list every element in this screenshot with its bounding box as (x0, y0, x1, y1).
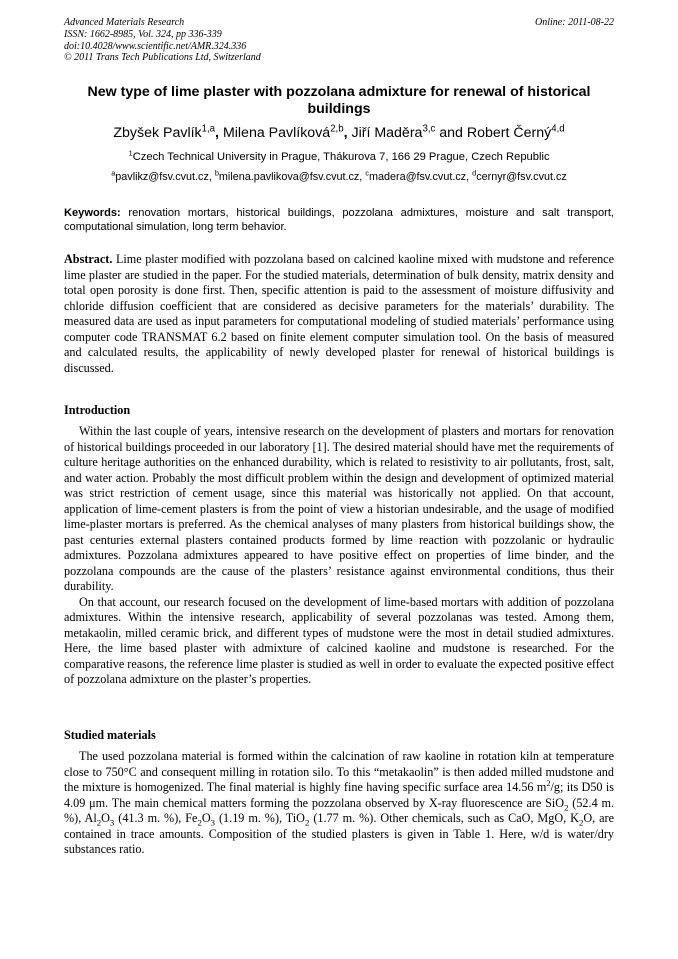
email-link[interactable]: pavlikz@fsv.cvut.cz (115, 171, 209, 183)
email-link[interactable]: madera@fsv.cvut.cz (368, 171, 467, 183)
email-list: $^a$pavlikz@fsv.cvut.cz, $^b$milena.pavlikova@fsv.cvut.cz, $^c$madera@fsv.cvut.cz, $^d$cernyr@fsv.cvut.cz (111, 168, 567, 183)
paragraph: Within the last couple of years, intensive research on the development of plasters and mortars for renovation of historical buildings proceeded in our laboratory [1]. The desired material should have met the requirements of culture heritage authorities on the enhanced durability, which is related to resistivity to air pollutants, frost, salt, and water action. Probably the most difficult problem within the design and development of optimized material was strict restriction of cement usage, since this material was historically not applied. On that account, application of lime-cement plasters is from the point of view a historian undesirable, and the usage of modified lime-plaster mortars is preferred. As the chemical analyses of many plasters from historical buildings show, the past centuries external plasters contained products formed by lime reaction with pozzolanic or hydraulic admixtures. Pozzolana admixtures appeared to have positive effect on properties of lime binder, and the pozzolana compounds are the cause of the plasters’ resistance against environmental conditions, thus their durability. (64, 424, 614, 593)
author-name: Robert Černý (466, 125, 552, 141)
paragraph: On that account, our research focused on the development of lime-based mortars with addition of pozzolana admixtures. Within the intensive research, applicability of several pozzolanas was tested. Among them, metakaolin, milled ceramic brick, and different types of mudstone were the most in detail studied admixtures. Here, the lime based plaster with admixture of calcined kaoline and mudstone is researched. For the comparative reasons, the reference lime plaster is studied as well in order to evaluate the expected positive effect of pozzolana admixture on the plaster’s properties. (64, 594, 615, 686)
materials-body (64, 749, 614, 858)
author-sup: 1,a (201, 123, 216, 135)
author-sup: 2,b (330, 123, 344, 135)
issn-line: ISSN: 1662-8985, Vol. 324, pp 336-339 (64, 28, 222, 40)
journal-header (64, 17, 261, 64)
author-list: Zbyšek Pavlík$^{1,a}$, Milena Pavlíková$^{2,b}$, Jiří Maděra$^{3,c}$ and Robert Černý$^{4,d}$ (113, 123, 565, 141)
affiliation: $^1$Czech Technical University in Prague, Thákurova 7, 166 29 Prague, Czech Republic (128, 148, 550, 163)
introduction-body (64, 424, 614, 688)
affiliation-text: Czech Technical University in Prague, Thákurova 7, 166 29 Prague, Czech Republic (132, 151, 550, 163)
email-link[interactable]: cernyr@fsv.cvut.cz (476, 171, 567, 183)
copyright-line: © 2011 Trans Tech Publications Ltd, Switzerland (64, 52, 261, 64)
abstract-text: Lime plaster modified with pozzolana based on calcined kaoline mixed with mudstone and reference lime plaster are studied in the paper. For the studied materials, determination of bulk density, matrix density and total open porosity is done first. Then, specific attention is paid to the assessment of moisture diffusivity and chloride diffusion coefficient that are considered as decisive parameters for the materials’ durability. The measured data are used as input parameters for computational modeling of studied materials’ performance using computer code TRANSMAT 6.2 based on finite element computer simulation tool. On the basis of measured and calculated results, the applicability of newly developed plaster for renewal of historical buildings is discussed. (64, 252, 614, 375)
author-name: Zbyšek Pavlík (113, 125, 202, 141)
section-heading-materials: Studied materials (64, 728, 156, 742)
paper-title: New type of lime plaster with pozzolana admixture for renewal of historical buildings (87, 84, 591, 117)
author-sup: 4,d (551, 123, 565, 135)
email-link[interactable]: milena.pavlikova@fsv.cvut.cz (218, 171, 360, 183)
keywords (64, 206, 614, 235)
author-name: Milena Pavlíková (222, 125, 331, 141)
journal-name: Advanced Materials Research (64, 17, 185, 28)
keywords-text: renovation mortars, historical buildings, pozzolana admixtures, moisture and salt transport, computational simulation, long term behavior. (64, 207, 614, 234)
paragraph: The used pozzolana material is formed within the calcination of raw kaoline in rotation kiln at temperature close to 750°C and consequent milling in rotation silo. To this “metakaolin” is then added milled mudstone and the mixture is homogenized. The final material is highly fine having specific surface area 14.56 $m^2/g$; its D50 is 4.09 μm. The main chemical matters forming the pozzolana observed by X-ray fluorescence are SiO$_2$ (52.4 m. %), $Al_2O_3$ (41.3 m. %), $Fe_2O_3$ (1.19 m. %), TiO$_2$ (1.77 m. %). Other chemicals, such as CaO, MgO, $K_2O$, are contained in trace amounts. Composition of the studied plasters is given in Table 1. Here, w/d is water/dry substances ratio. (64, 749, 615, 856)
section-heading-introduction: Introduction (64, 403, 131, 417)
online-date: Online: 2011-08-22 (535, 17, 614, 28)
author-name: Jiří Maděra (351, 125, 423, 141)
abstract (64, 252, 614, 376)
author-sup: 3,c (422, 123, 436, 135)
doi-line: doi:10.4028/www.scientific.net/AMR.324.336 (64, 40, 247, 52)
abstract-label: Abstract. (64, 252, 113, 266)
keywords-label: Keywords: (64, 207, 121, 219)
